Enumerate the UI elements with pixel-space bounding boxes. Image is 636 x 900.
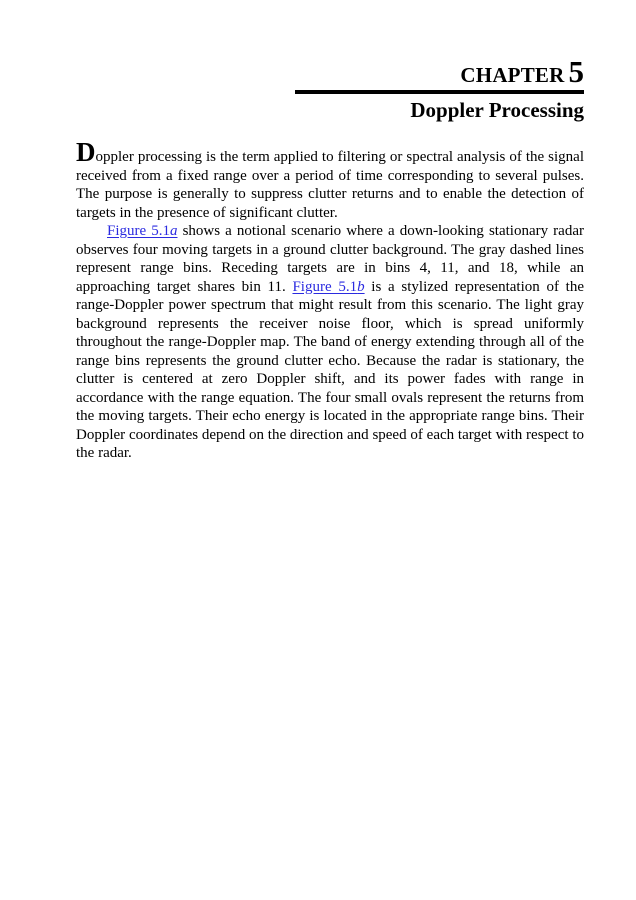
figure-5-1a-link-text: Figure 5.1 [107,223,170,239]
chapter-title: Doppler Processing [410,98,584,122]
figure-5-1b-link-text: Figure 5.1 [292,278,358,295]
paragraph-1-text: oppler processing is the term applied to filtering or spectral analysis of the signal received from a fixed range over a period of time corresponding to several pulses. The purpose is generally to suppress clutter returns and to enable the detection of targets in the presence of significant clutter. [76,149,584,221]
chapter-rule [295,90,584,94]
chapter-label: CHAPTER [460,63,565,87]
paragraph-2-text-2: is a stylized representation of the range-Doppler power spectrum that might result from this scenario. The light gray background represents the receiver noise floor, which is spread uniformly throughout the range-Doppler map. The band of energy extending through all of the range bins represents the ground clutter echo. Because the radar is stationary, the clutter is centered at zero Doppler shift, and its power fades with range in accordance with the range equation. The four small ovals represent the returns from the moving targets. Their echo energy is located in the appropriate range bins. Their Doppler coordinates depend on the direction and speed of each target with respect to the radar. [76,278,584,461]
paragraph-2-text-1: shows a notional scenario where a down-looking stationary radar observes four moving targets in a ground clutter background. The gray dashed lines represent range bins. Receding targets are in bins 4, 11, and 18, while an approaching target shares bin 11. [76,223,584,295]
figure-5-1b-link-suffix: b [357,278,365,295]
paragraph-2 [76,222,584,463]
chapter-number: 5 [568,54,584,89]
figure-5-1a-link-suffix: a [170,223,178,239]
figure-5-1a-link[interactable] [107,223,178,239]
body-text [76,137,584,463]
paragraph-1 [76,137,584,222]
chapter-heading [460,56,584,87]
figure-5-1b-link[interactable] [292,279,364,295]
drop-cap: D [76,137,96,167]
